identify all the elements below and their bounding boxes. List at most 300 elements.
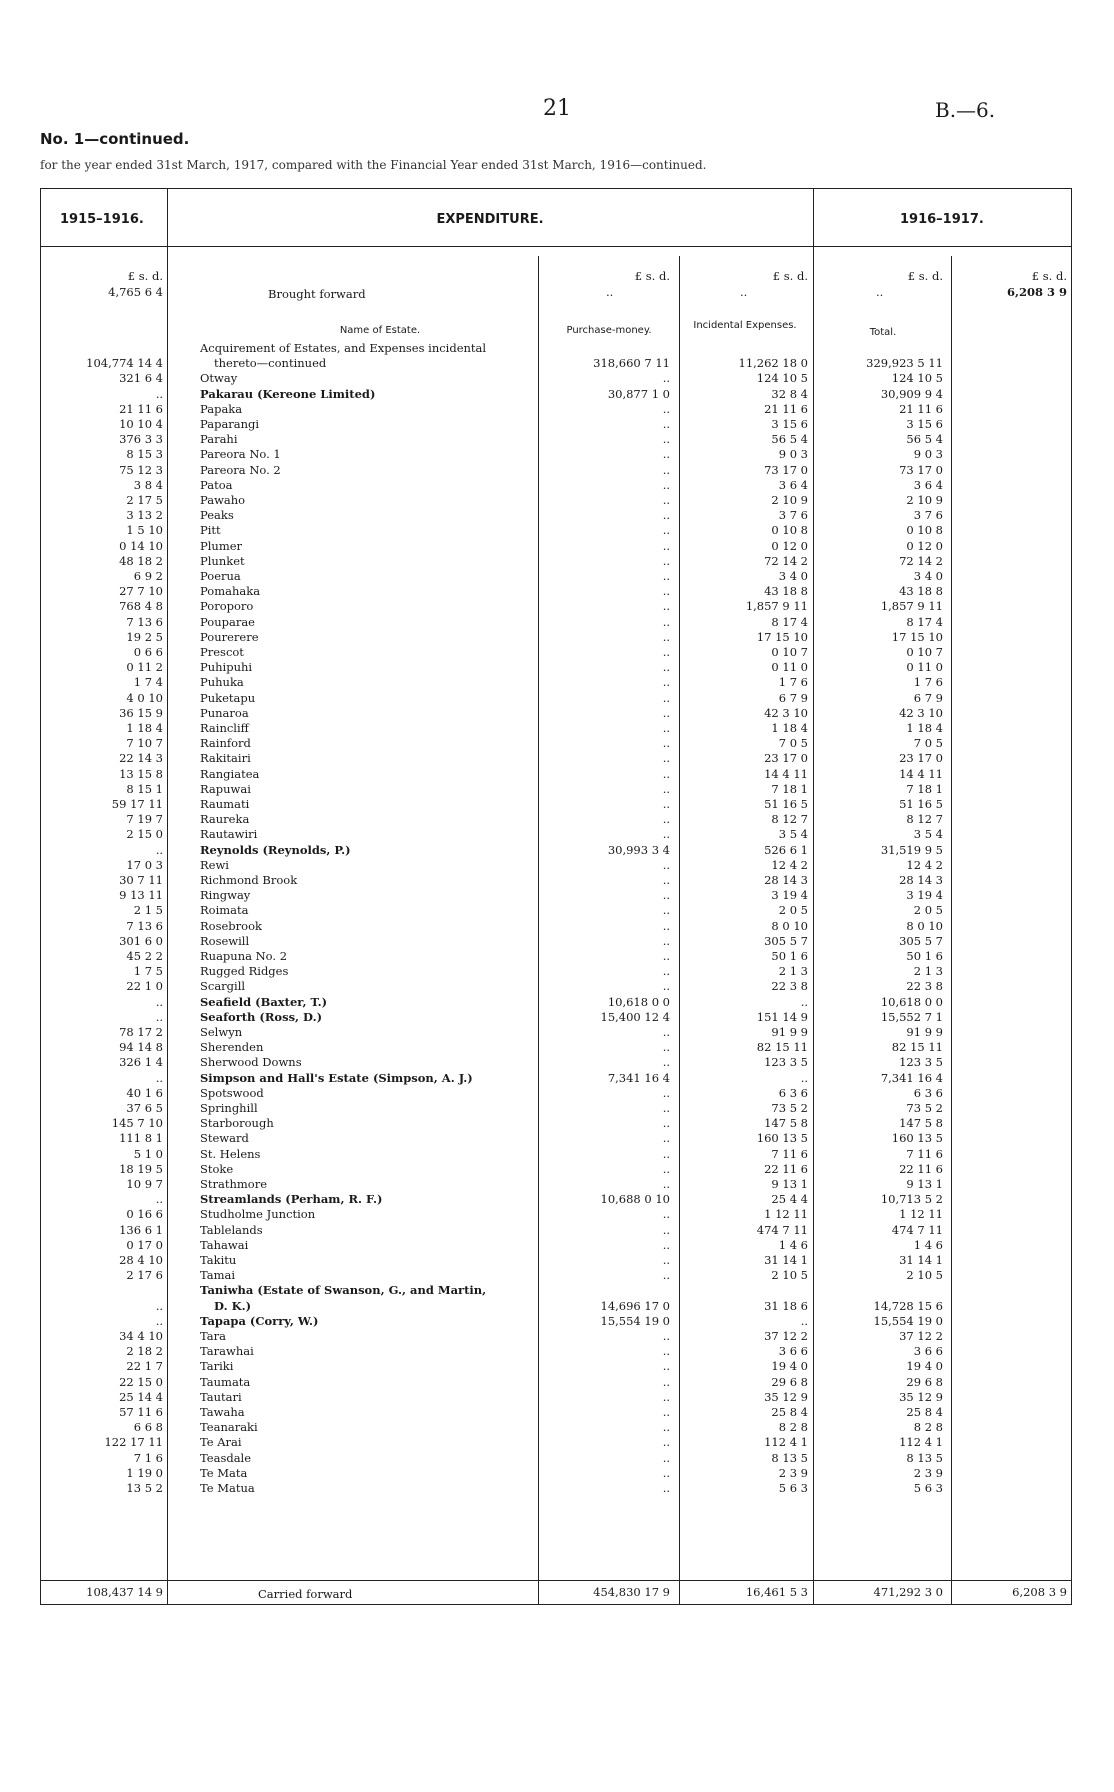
row-estate-name: Pawaho (200, 493, 246, 507)
row-estate-name: Rewi (200, 857, 229, 872)
row-incidental-expenses: 112 4 1 (764, 1435, 808, 1450)
row-prev-year: 3 8 4 (133, 477, 163, 492)
table-subtitle: for the year ended 31st March, 1917, compared with the Financial Year ended 31st March, 1916—continued. (40, 158, 707, 172)
row-estate-name: Ruapuna No. 2 (200, 949, 288, 963)
expenditure-header: EXPENDITURE. (436, 212, 544, 227)
row-incidental-expenses: 1,857 9 11 (745, 599, 808, 614)
row-estate-name: Pitt (200, 523, 221, 538)
row-total: 3 7 6 (913, 508, 943, 523)
row-total: 1 7 6 (913, 675, 943, 690)
row-purchase-money: .. (662, 1481, 670, 1495)
row-incidental-expenses: 2 3 9 (778, 1465, 808, 1480)
row-incidental-expenses: 7 18 1 (771, 781, 808, 796)
row-estate-name: Steward (200, 1131, 249, 1146)
row-total: 8 12 7 (906, 812, 943, 827)
carried-forward-incidental: 16,461 5 3 (745, 1585, 808, 1599)
row-incidental-expenses: 23 17 0 (764, 751, 808, 766)
row-purchase-money: .. (662, 705, 670, 720)
row-estate-name: Pouparae (200, 614, 255, 629)
row-total: 124 10 5 (891, 371, 943, 386)
row-total: 160 13 5 (891, 1131, 943, 1146)
row-incidental-expenses: 1 4 6 (778, 1237, 808, 1252)
row-incidental-expenses: 56 5 4 (771, 432, 808, 447)
row-prev-year: 0 17 0 (126, 1237, 163, 1252)
row-total: 112 4 1 (899, 1435, 943, 1450)
row-purchase-money: .. (662, 1405, 670, 1419)
row-estate-name: Stoke (200, 1161, 234, 1176)
row-total: 9 13 1 (906, 1177, 943, 1191)
row-incidental-expenses: 3 6 6 (778, 1344, 808, 1359)
row-total: 1 4 6 (913, 1237, 943, 1252)
row-incidental-expenses: 11,262 18 0 (738, 356, 808, 371)
row-prev-year: 0 16 6 (126, 1207, 163, 1222)
row-prev-year: 7 1 6 (133, 1450, 163, 1465)
row-purchase-money: .. (662, 1207, 670, 1222)
row-incidental-expenses: 5 6 3 (778, 1481, 808, 1495)
row-total: 0 10 8 (906, 523, 943, 538)
row-incidental-expenses: 3 5 4 (778, 827, 808, 842)
row-total: 7,341 16 4 (880, 1070, 943, 1085)
row-purchase-money: .. (662, 721, 670, 735)
row-total: 22 3 8 (906, 979, 943, 994)
row-purchase-money: .. (662, 797, 670, 811)
row-total: 82 15 11 (891, 1040, 943, 1055)
row-total: 305 5 7 (899, 933, 943, 948)
row-purchase-money: .. (662, 736, 670, 751)
row-incidental-expenses: 7 0 5 (778, 736, 808, 751)
row-estate-name: Selwyn (200, 1025, 243, 1039)
row-prev-year: 37 6 5 (126, 1101, 163, 1115)
row-incidental-expenses: 82 15 11 (756, 1040, 808, 1055)
brought-forward-total: .. (876, 285, 884, 299)
row-prev-year: 8 15 3 (126, 447, 163, 462)
row-prev-year: 36 15 9 (119, 705, 163, 720)
carried-top-rule (40, 1580, 1072, 1581)
row-purchase-money: .. (662, 949, 670, 963)
row-purchase-money: .. (662, 1025, 670, 1039)
row-estate-name: Otway (200, 371, 238, 386)
row-incidental-expenses: 3 7 6 (778, 508, 808, 523)
row-estate-name: thereto—continued (214, 356, 327, 371)
row-prev-year: 7 19 7 (126, 812, 163, 827)
row-purchase-money: .. (662, 812, 670, 827)
row-estate-name: Poroporo (200, 599, 254, 614)
row-total: 3 4 0 (913, 569, 943, 583)
row-total: 329,923 5 11 (866, 356, 943, 371)
row-prev-year: 34 4 10 (119, 1329, 163, 1343)
row-purchase-money: 10,618 0 0 (607, 994, 670, 1009)
row-prev-year: .. (155, 386, 163, 401)
unit-purchase: £ s. d. (634, 269, 670, 283)
row-prev-year: 22 14 3 (119, 751, 163, 766)
row-prev-year: 2 17 6 (126, 1268, 163, 1283)
row-total: 3 5 4 (913, 827, 943, 842)
divider-prev (167, 188, 168, 1604)
row-incidental-expenses: 3 15 6 (771, 417, 808, 431)
row-purchase-money: .. (662, 964, 670, 979)
row-prev-year: 376 3 3 (119, 432, 163, 447)
row-estate-name: Pareora No. 2 (200, 462, 281, 477)
row-prev-year: 17 0 3 (126, 857, 163, 872)
row-prev-year: 21 11 6 (119, 401, 163, 416)
row-incidental-expenses: 2 10 9 (771, 493, 808, 507)
row-prev-year: .. (155, 994, 163, 1009)
row-estate-name: Raumati (200, 797, 250, 811)
row-incidental-expenses: 3 4 0 (778, 569, 808, 583)
row-incidental-expenses: 305 5 7 (764, 933, 808, 948)
row-estate-name: Streamlands (Perham, R. F.) (200, 1192, 383, 1207)
row-purchase-money: 318,660 7 11 (593, 356, 670, 371)
row-total: 3 6 4 (913, 477, 943, 492)
row-prev-year: 78 17 2 (119, 1025, 163, 1039)
row-estate-name: Sherwood Downs (200, 1055, 302, 1070)
row-incidental-expenses: 1 12 11 (764, 1207, 808, 1222)
row-total: 91 9 9 (906, 1025, 943, 1039)
row-total: 23 17 0 (899, 751, 943, 766)
row-prev-year: 768 4 8 (119, 599, 163, 614)
row-prev-year: 40 1 6 (126, 1085, 163, 1100)
row-purchase-money: .. (662, 417, 670, 431)
row-prev-year: 75 12 3 (119, 462, 163, 477)
row-total: 56 5 4 (906, 432, 943, 447)
row-prev-year: 22 15 0 (119, 1374, 163, 1389)
row-total: 72 14 2 (899, 553, 943, 568)
row-purchase-money: .. (662, 873, 670, 887)
row-prev-year: 13 15 8 (119, 766, 163, 781)
row-estate-name: Rapuwai (200, 781, 251, 796)
carried-forward-purchase: 454,830 17 9 (593, 1585, 670, 1599)
row-estate-name: Parahi (200, 432, 238, 447)
row-total: 147 5 8 (899, 1116, 943, 1131)
row-total: 31,519 9 5 (880, 842, 943, 857)
row-incidental-expenses: 474 7 11 (756, 1222, 808, 1237)
row-total: 42 3 10 (899, 705, 943, 720)
row-prev-year: 2 15 0 (126, 827, 163, 842)
row-estate-name: Rugged Ridges (200, 964, 289, 979)
row-purchase-money: .. (662, 1177, 670, 1191)
row-estate-name: Poerua (200, 569, 241, 583)
row-incidental-expenses: 9 0 3 (778, 447, 808, 462)
row-total: 21 11 6 (899, 401, 943, 416)
name-column-header: Name of Estate. (339, 325, 421, 336)
row-incidental-expenses: 1 18 4 (771, 721, 808, 735)
right-year-header: 1916–1917. (900, 212, 984, 227)
row-estate-name: Patoa (200, 477, 233, 492)
page-number: 21 (543, 96, 571, 121)
row-estate-name: Seafield (Baxter, T.) (200, 994, 328, 1009)
row-incidental-expenses: 2 10 5 (771, 1268, 808, 1283)
row-estate-name: Studholme Junction (200, 1207, 316, 1222)
row-total: 73 5 2 (906, 1101, 943, 1115)
row-estate-name: Te Matua (200, 1481, 255, 1495)
row-prev-year: 2 1 5 (133, 903, 163, 918)
row-incidental-expenses: 6 3 6 (778, 1085, 808, 1100)
row-purchase-money: .. (662, 599, 670, 614)
row-estate-name: Springhill (200, 1101, 258, 1115)
row-total: 8 17 4 (906, 614, 943, 629)
row-prev-year: 30 7 11 (119, 873, 163, 887)
row-total: 10,618 0 0 (880, 994, 943, 1009)
row-purchase-money: .. (662, 538, 670, 553)
row-prev-year: 9 13 11 (119, 888, 163, 903)
row-prev-year: 13 5 2 (126, 1481, 163, 1495)
row-incidental-expenses: 73 5 2 (771, 1101, 808, 1115)
divider-total (951, 256, 952, 1604)
row-purchase-money: .. (662, 1131, 670, 1146)
row-prev-year: 28 4 10 (119, 1253, 163, 1267)
row-prev-year: .. (155, 1298, 163, 1313)
row-total: 3 15 6 (906, 417, 943, 431)
row-purchase-money: .. (662, 1420, 670, 1435)
table-continuation-title: No. 1—continued. (40, 130, 190, 148)
row-total: 2 1 3 (913, 964, 943, 979)
row-incidental-expenses: 37 12 2 (764, 1329, 808, 1343)
row-total: 51 16 5 (899, 797, 943, 811)
row-purchase-money: .. (662, 918, 670, 933)
row-total: 15,554 19 0 (873, 1313, 943, 1328)
row-incidental-expenses: 42 3 10 (764, 705, 808, 720)
row-estate-name: Starborough (200, 1116, 274, 1131)
row-estate-name: Raureka (200, 812, 250, 827)
divider-purchase (679, 256, 680, 1604)
row-purchase-money: .. (662, 1450, 670, 1465)
row-incidental-expenses: 43 18 8 (764, 584, 808, 599)
row-total: 5 6 3 (913, 1481, 943, 1495)
row-estate-name: Papaka (200, 401, 243, 416)
row-prev-year: 19 2 5 (126, 629, 163, 644)
row-prev-year: 6 9 2 (133, 569, 163, 583)
row-prev-year: .. (155, 1070, 163, 1085)
row-estate-name: Pourerere (200, 629, 259, 644)
row-total: 7 0 5 (913, 736, 943, 751)
row-incidental-expenses: 9 13 1 (771, 1177, 808, 1191)
row-total: 14,728 15 6 (873, 1298, 943, 1313)
row-incidental-expenses: 35 12 9 (764, 1389, 808, 1404)
row-estate-name: Simpson and Hall's Estate (Simpson, A. J.) (200, 1070, 473, 1085)
row-estate-name: Tahawai (200, 1237, 249, 1252)
row-total: 1 12 11 (899, 1207, 943, 1222)
row-purchase-money: 14,696 17 0 (600, 1298, 670, 1313)
row-prev-year: 1 18 4 (126, 721, 163, 735)
row-total: 12 4 2 (906, 857, 943, 872)
row-incidental-expenses: 72 14 2 (764, 553, 808, 568)
row-estate-name: Puhuka (200, 675, 244, 690)
header-bottom-rule (40, 246, 1072, 247)
row-prev-year: 1 19 0 (126, 1465, 163, 1480)
row-purchase-money: .. (662, 1055, 670, 1070)
row-total: 8 2 8 (913, 1420, 943, 1435)
brought-forward-label: Brought forward (268, 287, 366, 301)
row-total: 43 18 8 (899, 584, 943, 599)
row-purchase-money: .. (662, 1161, 670, 1176)
row-incidental-expenses: 0 10 7 (771, 645, 808, 659)
row-purchase-money: .. (662, 371, 670, 386)
row-incidental-expenses: 124 10 5 (756, 371, 808, 386)
row-purchase-money: .. (662, 1116, 670, 1131)
row-estate-name: Taumata (200, 1374, 251, 1389)
row-prev-year: 10 9 7 (126, 1177, 163, 1191)
row-purchase-money: .. (662, 1146, 670, 1161)
row-total: 474 7 11 (891, 1222, 943, 1237)
left-year-header: 1915–1916. (60, 212, 144, 227)
row-incidental-expenses: 8 13 5 (771, 1450, 808, 1465)
row-estate-name: Rangiatea (200, 766, 260, 781)
row-estate-name: Takitu (200, 1253, 237, 1267)
row-purchase-money: .. (662, 1268, 670, 1283)
row-purchase-money: .. (662, 553, 670, 568)
row-estate-name: Tapapa (Corry, W.) (200, 1313, 319, 1328)
divider-name (538, 256, 539, 1604)
row-incidental-expenses: 0 11 0 (771, 660, 808, 675)
row-prev-year: .. (155, 842, 163, 857)
row-estate-name: Puhipuhi (200, 660, 253, 675)
row-incidental-expenses: 25 8 4 (771, 1405, 808, 1419)
row-purchase-money: .. (662, 432, 670, 447)
row-estate-name: Raincliff (200, 721, 249, 735)
row-purchase-money: 10,688 0 10 (600, 1192, 670, 1207)
row-total: 28 14 3 (899, 873, 943, 887)
row-estate-name: Pomahaka (200, 584, 261, 599)
row-incidental-expenses: 3 6 4 (778, 477, 808, 492)
row-estate-name: Rautawiri (200, 827, 258, 842)
row-purchase-money: 30,877 1 0 (607, 386, 670, 401)
row-incidental-expenses: 31 18 6 (764, 1298, 808, 1313)
row-prev-year: 6 6 8 (133, 1420, 163, 1435)
row-total: 10,713 5 2 (880, 1192, 943, 1207)
row-total: 7 18 1 (906, 781, 943, 796)
row-purchase-money: .. (662, 508, 670, 523)
row-purchase-money: .. (662, 1374, 670, 1389)
row-incidental-expenses: 0 12 0 (771, 538, 808, 553)
row-prev-year: 18 19 5 (119, 1161, 163, 1176)
row-incidental-expenses: 3 19 4 (771, 888, 808, 903)
row-incidental-expenses: 0 10 8 (771, 523, 808, 538)
row-incidental-expenses: 6 7 9 (778, 690, 808, 705)
row-estate-name: Reynolds (Reynolds, P.) (200, 842, 351, 857)
row-purchase-money: .. (662, 1085, 670, 1100)
row-total: 15,552 7 1 (880, 1009, 943, 1024)
row-incidental-expenses: 151 14 9 (756, 1009, 808, 1024)
row-total: 2 3 9 (913, 1465, 943, 1480)
row-incidental-expenses: .. (800, 994, 808, 1009)
row-prev-year: 0 6 6 (133, 645, 163, 659)
row-purchase-money: .. (662, 660, 670, 675)
row-incidental-expenses: 50 1 6 (771, 949, 808, 963)
row-incidental-expenses: 32 8 4 (771, 386, 808, 401)
row-estate-name: Paparangi (200, 417, 260, 431)
row-incidental-expenses: 8 12 7 (771, 812, 808, 827)
row-incidental-expenses: 14 4 11 (764, 766, 808, 781)
carried-forward-prev: 108,437 14 9 (86, 1585, 163, 1599)
row-estate-name: Roimata (200, 903, 249, 918)
purchase-column-header: Purchase-money. (566, 325, 652, 336)
row-total: 6 3 6 (913, 1085, 943, 1100)
row-prev-year: 94 14 8 (119, 1040, 163, 1055)
brought-forward-incidental: .. (740, 285, 748, 299)
row-prev-year: 104,774 14 4 (86, 356, 163, 371)
row-estate-name: Rainford (200, 736, 251, 751)
row-purchase-money: .. (662, 493, 670, 507)
row-total: 0 12 0 (906, 538, 943, 553)
row-prev-year: 10 10 4 (119, 417, 163, 431)
row-purchase-money: 30,993 3 4 (607, 842, 670, 857)
row-purchase-money: .. (662, 690, 670, 705)
row-purchase-money: .. (662, 1237, 670, 1252)
row-prev-year: 1 7 4 (133, 675, 163, 690)
row-estate-name: Tamai (200, 1268, 236, 1283)
row-purchase-money: .. (662, 827, 670, 842)
carried-forward-label: Carried forward (258, 1587, 353, 1601)
row-total: 17 15 10 (891, 629, 943, 644)
row-total: 35 12 9 (899, 1389, 943, 1404)
row-estate-name: D. K.) (214, 1298, 252, 1313)
row-purchase-money: .. (662, 675, 670, 690)
row-estate-name: Te Mata (200, 1465, 248, 1480)
row-purchase-money: .. (662, 1101, 670, 1115)
row-total: 29 6 8 (906, 1374, 943, 1389)
row-prev-year: 4 0 10 (126, 690, 163, 705)
row-incidental-expenses: .. (800, 1070, 808, 1085)
row-estate-name: Teanaraki (200, 1420, 258, 1435)
row-total: 9 0 3 (913, 447, 943, 462)
row-estate-name: St. Helens (200, 1146, 261, 1161)
row-purchase-money: .. (662, 888, 670, 903)
row-prev-year: 111 8 1 (119, 1131, 163, 1146)
unit-incidental: £ s. d. (772, 269, 808, 283)
row-purchase-money: 15,554 19 0 (600, 1313, 670, 1328)
row-incidental-expenses: 29 6 8 (771, 1374, 808, 1389)
row-prev-year: 0 14 10 (119, 538, 163, 553)
row-incidental-expenses: 7 11 6 (771, 1146, 808, 1161)
row-purchase-money: .. (662, 523, 670, 538)
row-prev-year: 59 17 11 (111, 797, 163, 811)
row-prev-year: 22 1 0 (126, 979, 163, 994)
row-purchase-money: .. (662, 1359, 670, 1374)
row-purchase-money: .. (662, 1253, 670, 1267)
row-purchase-money: 7,341 16 4 (607, 1070, 670, 1085)
row-incidental-expenses: 526 6 1 (764, 842, 808, 857)
row-estate-name: Rakitairi (200, 751, 251, 766)
row-prev-year: 326 1 4 (119, 1055, 163, 1070)
incidental-column-header: Incidental Expenses. (693, 320, 797, 331)
row-purchase-money: .. (662, 614, 670, 629)
row-estate-name: Te Arai (200, 1435, 242, 1450)
brought-forward-right: 6,208 3 9 (1006, 285, 1067, 299)
row-total: 14 4 11 (899, 766, 943, 781)
row-incidental-expenses: 8 17 4 (771, 614, 808, 629)
row-incidental-expenses: 160 13 5 (756, 1131, 808, 1146)
row-incidental-expenses: 25 4 4 (771, 1192, 808, 1207)
row-estate-name: Tara (200, 1329, 226, 1343)
row-purchase-money: .. (662, 1389, 670, 1404)
carried-forward-total: 471,292 3 0 (873, 1585, 943, 1599)
row-purchase-money: .. (662, 629, 670, 644)
row-total: 123 3 5 (899, 1055, 943, 1070)
total-column-header: Total. (869, 327, 897, 338)
row-prev-year: .. (155, 1192, 163, 1207)
row-prev-year: 1 7 5 (133, 964, 163, 979)
row-incidental-expenses: 17 15 10 (756, 629, 808, 644)
row-incidental-expenses: 12 4 2 (771, 857, 808, 872)
row-incidental-expenses: 21 11 6 (764, 401, 808, 416)
row-prev-year: 321 6 4 (119, 371, 163, 386)
row-purchase-money: .. (662, 401, 670, 416)
row-incidental-expenses: 22 11 6 (764, 1161, 808, 1176)
row-estate-name: Prescot (200, 645, 244, 659)
row-prev-year: 27 7 10 (119, 584, 163, 599)
row-prev-year: .. (155, 1009, 163, 1024)
row-incidental-expenses: 2 0 5 (778, 903, 808, 918)
